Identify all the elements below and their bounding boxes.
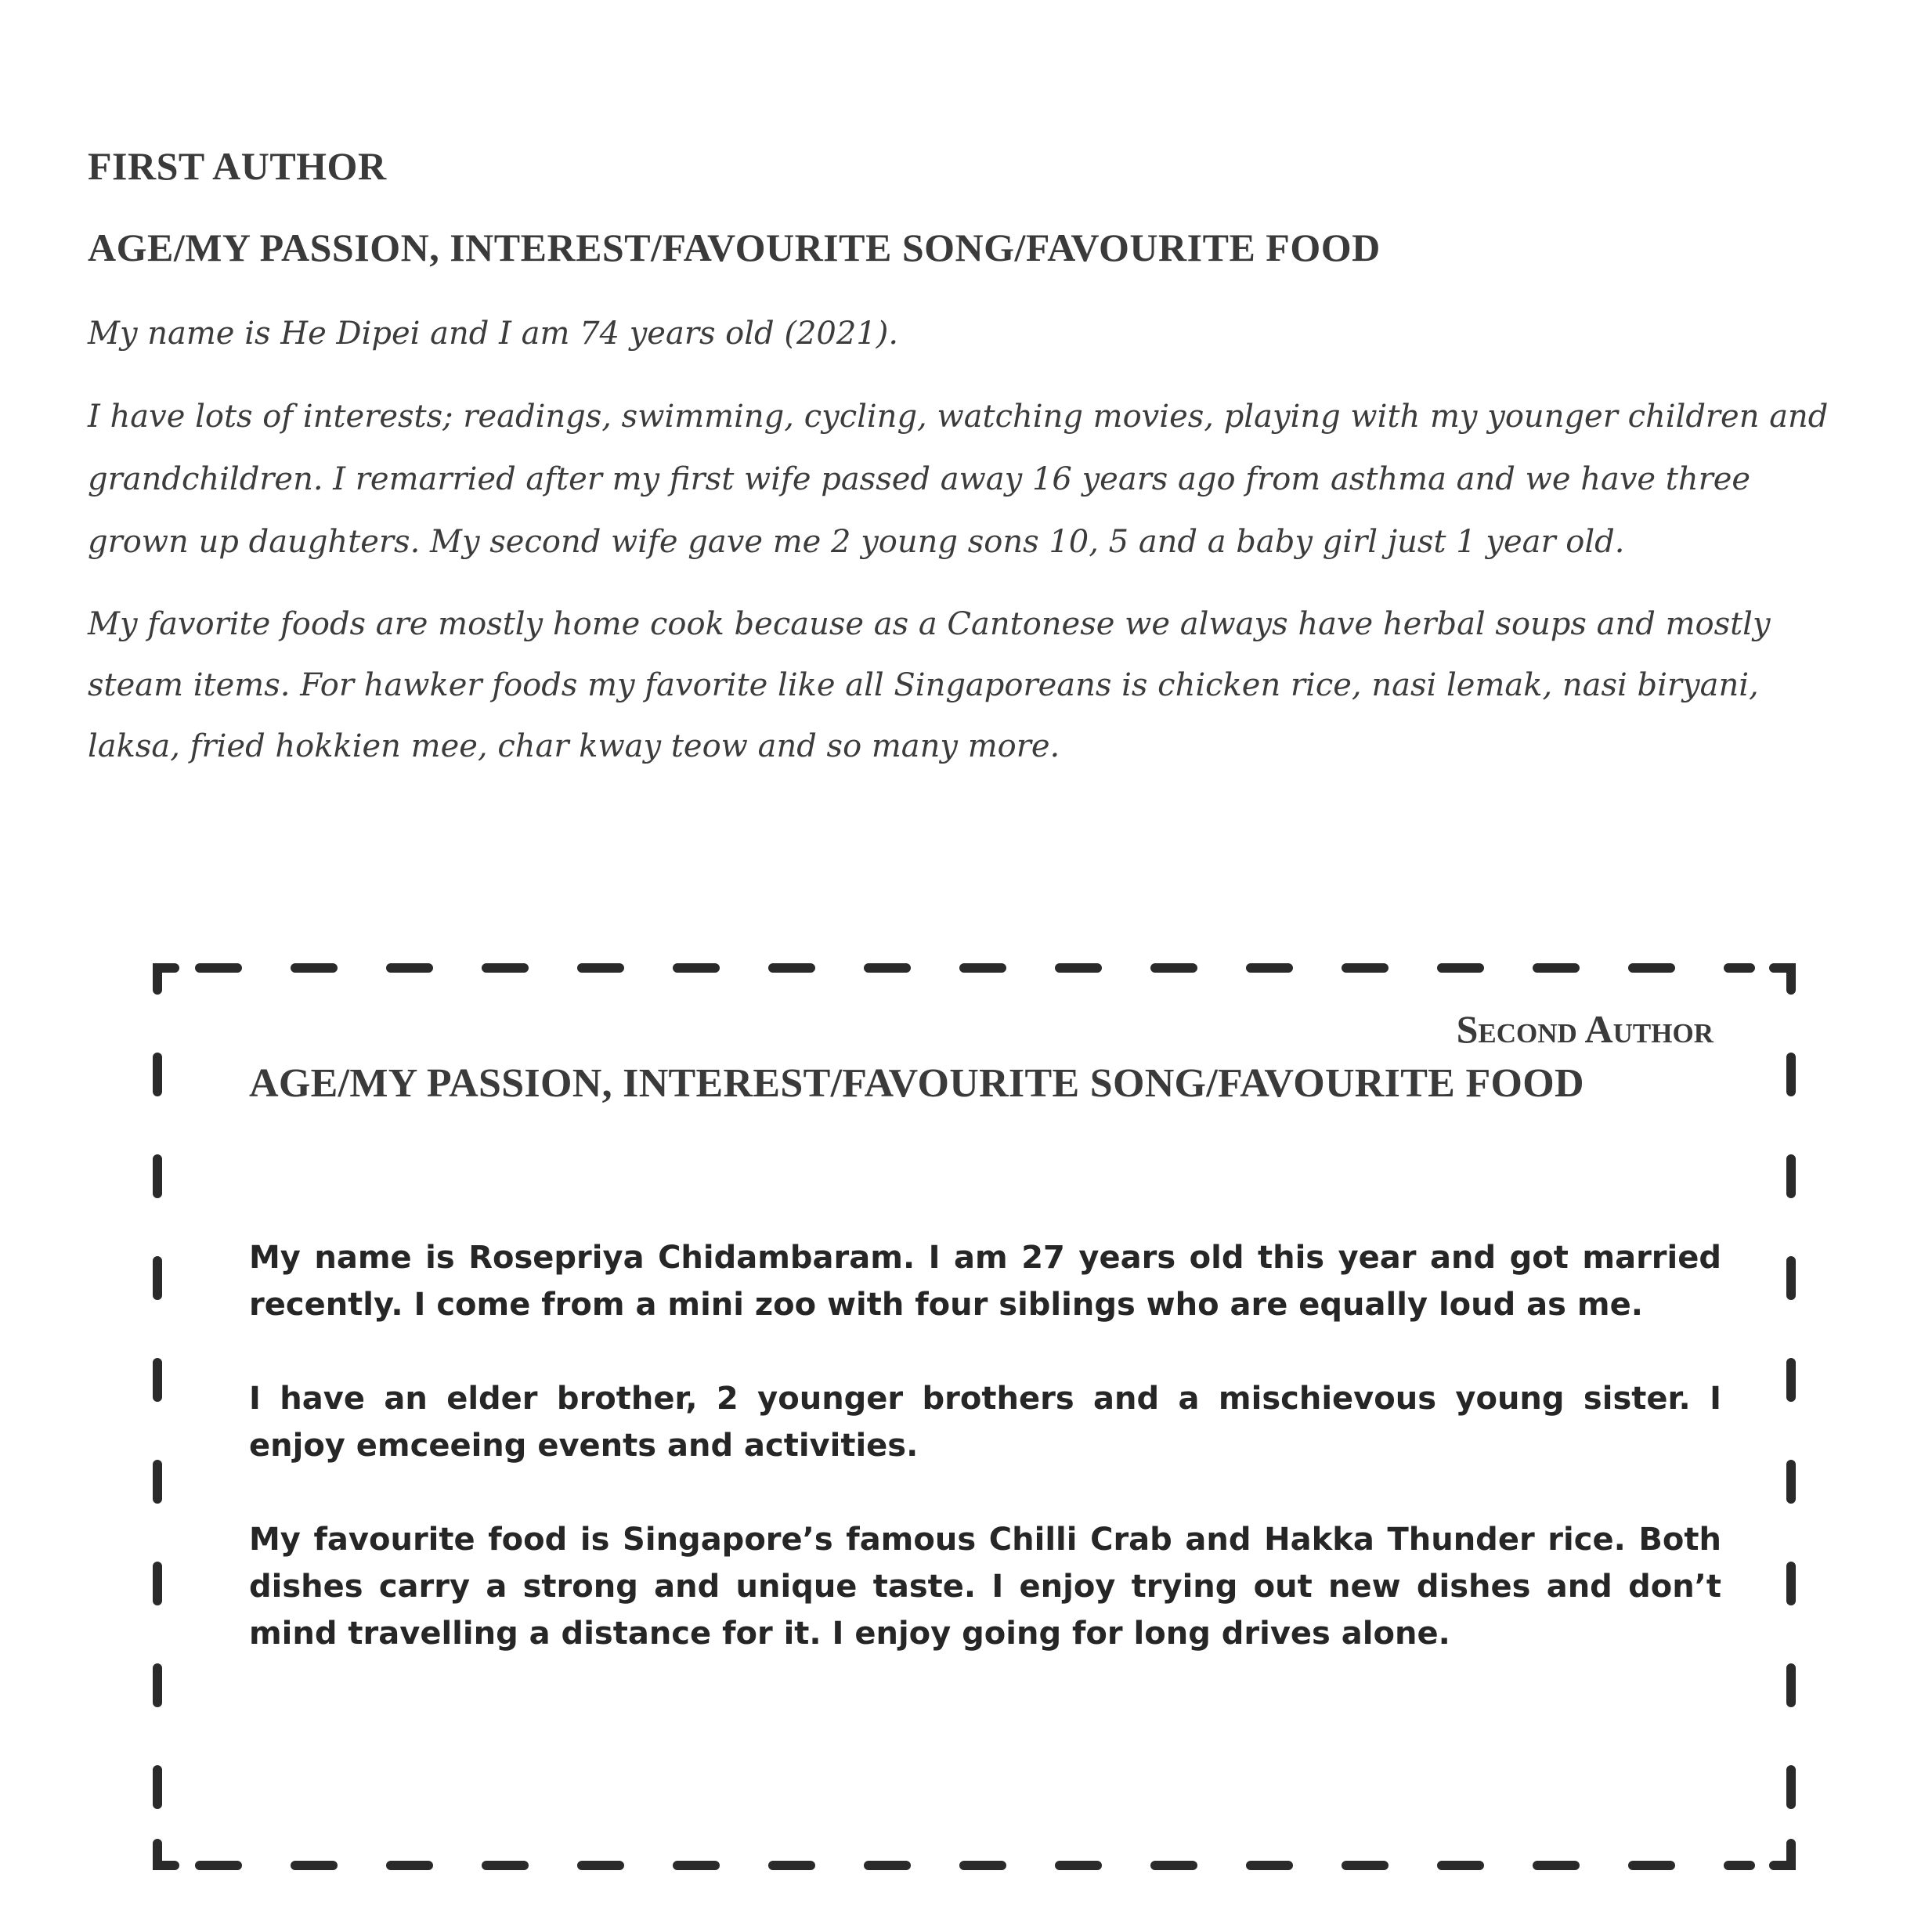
first-author-paragraph-food: My favorite foods are mostly home cook because as a Cantonese we always have herbal soups and mostly steam items. For hawker foods my favorite like all Singaporeans is chicken rice, nasi lemak, nasi biryani, laksa, fried hokkien mee, char kway teow and so many more. (88, 606, 1771, 764)
second-author-paragraph-intro: My name is Rosepriya Chidambaram. I am 27 years old this year and got married recently. I come from a mini zoo with four siblings who are equally loud as me. (249, 1240, 1721, 1323)
second-author-section (249, 1004, 1721, 1657)
second-author-paragraph-food: My favourite food is Singapore’s famous Chilli Crab and Hakka Thunder rice. Both dishes carry a strong and unique taste. I enjoy trying out new dishes and don’t mind travelling a distance for it. I enjoy going for long drives alone. (249, 1522, 1721, 1652)
corner-bottom-right (1774, 1844, 1791, 1865)
first-author-paragraph-interests: I have lots of interests; readings, swimming, cycling, watching movies, playing with my younger children and grandchildren. I remarried after my first wife passed away 16 years ago from asthma and we have three grown up daughters. My second wife gave me 2 young sons 10, 5 and a baby girl just 1 year old. (88, 399, 1829, 560)
corner-top-right (1774, 968, 1791, 990)
first-author-paragraph-intro: My name is He Dipei and I am 74 years old (2021). (88, 316, 899, 352)
corner-bottom-left (157, 1844, 175, 1865)
corner-top-left (157, 968, 175, 990)
first-author-label: FIRST AUTHOR (88, 144, 387, 188)
second-author-paragraph-siblings: I have an elder brother, 2 younger brothers and a mischievous young sister. I enjoy emceeing events and activities. (249, 1381, 1721, 1464)
first-author-heading: AGE/MY PASSION, INTEREST/FAVOURITE SONG/FAVOURITE FOOD (88, 226, 1381, 269)
second-author-heading: AGE/MY PASSION, INTEREST/FAVOURITE SONG/FAVOURITE FOOD (249, 1061, 1584, 1106)
second-author-label: Second Author (1456, 1007, 1714, 1051)
first-author-section (88, 133, 1858, 777)
